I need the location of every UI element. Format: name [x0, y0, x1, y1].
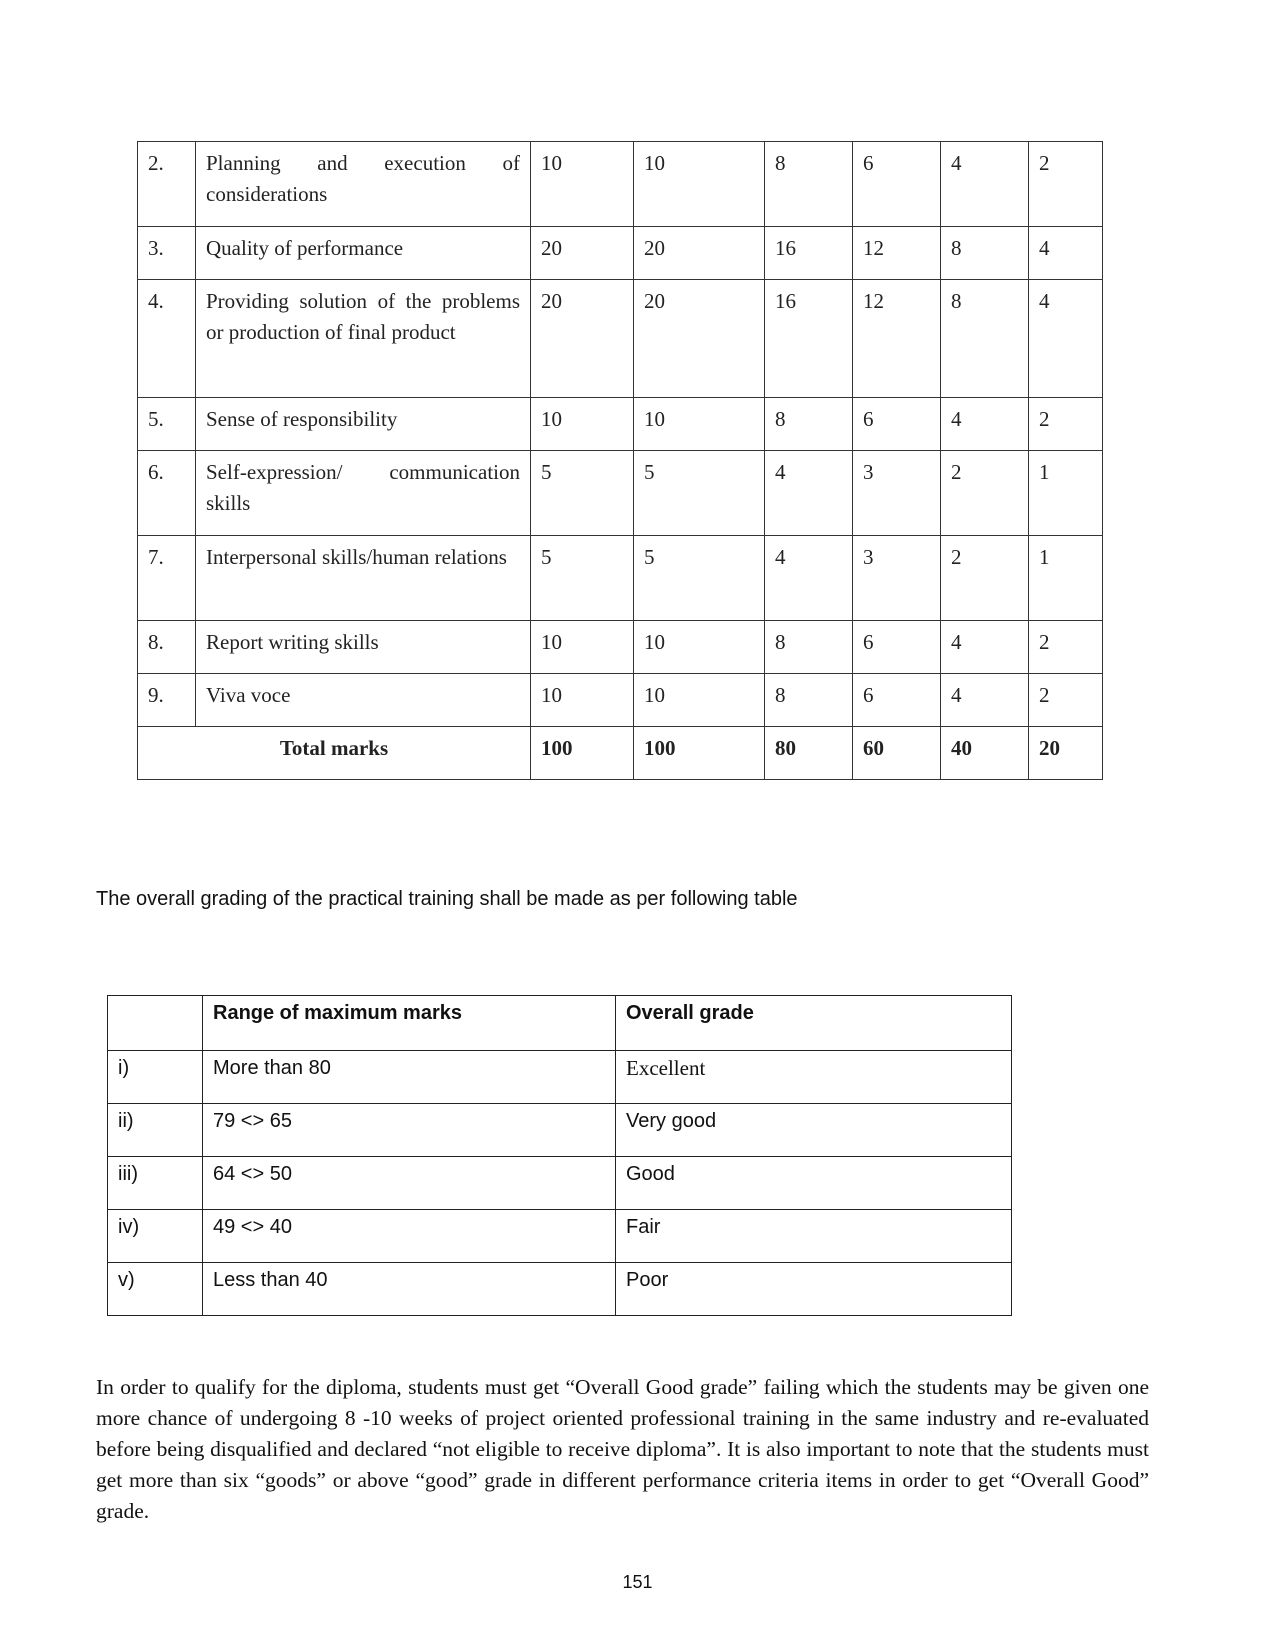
row-number: 3. — [138, 227, 196, 280]
grade-index-cell: iii) — [108, 1157, 203, 1210]
criterion-cell: Providing solution of the problems or production of final product — [196, 280, 531, 398]
total-value-cell: 100 — [531, 727, 634, 780]
marks-value-cell: 4 — [941, 142, 1029, 227]
marks-value-cell: 6 — [853, 674, 941, 727]
marks-value-cell: 10 — [634, 621, 765, 674]
marks-value-cell: 12 — [853, 227, 941, 280]
marks-value-cell: 6 — [853, 142, 941, 227]
total-value-cell: 80 — [765, 727, 853, 780]
marks-table-row — [138, 142, 1103, 227]
total-marks-label: Total marks — [138, 727, 531, 780]
row-number: 5. — [138, 398, 196, 451]
marks-value-cell: 8 — [941, 280, 1029, 398]
marks-value-cell: 2 — [941, 536, 1029, 621]
row-number: 4. — [138, 280, 196, 398]
marks-value-cell: 2 — [1029, 621, 1103, 674]
marks-value-cell: 8 — [765, 398, 853, 451]
closing-paragraph: In order to qualify for the diploma, students must get “Overall Good grade” failing which the students may be given one more chance of undergoing 8 -10 weeks of project oriented professional training in the same industry and re-evaluated before being disqualified and declared “not eligible to receive diploma”. It is also important to note that the students must get more than six “goods” or above “good” grade in different performance criteria items in order to get “Overall Good” grade. — [96, 1375, 1149, 1523]
marks-value-cell: 5 — [531, 451, 634, 536]
marks-value-cell: 2 — [1029, 674, 1103, 727]
marks-value-cell: 20 — [531, 280, 634, 398]
criterion-cell: Quality of performance — [196, 227, 531, 280]
grade-range-cell: 79 <> 65 — [203, 1104, 616, 1157]
row-number: 6. — [138, 451, 196, 536]
criterion-cell: Interpersonal skills/human relations — [196, 536, 531, 621]
marks-value-cell: 1 — [1029, 451, 1103, 536]
total-value-cell: 40 — [941, 727, 1029, 780]
grade-table-row — [108, 1104, 1012, 1157]
grade-range-cell: 49 <> 40 — [203, 1210, 616, 1263]
grade-range-header: Range of maximum marks — [203, 996, 616, 1051]
marks-table — [137, 141, 1103, 780]
marks-value-cell: 10 — [634, 142, 765, 227]
marks-value-cell: 8 — [941, 227, 1029, 280]
marks-value-cell: 8 — [765, 674, 853, 727]
row-number: 7. — [138, 536, 196, 621]
grade-index-cell: i) — [108, 1051, 203, 1104]
grade-grade-cell: Fair — [616, 1210, 1012, 1263]
marks-value-cell: 10 — [531, 398, 634, 451]
grade-range-cell: Less than 40 — [203, 1263, 616, 1316]
criterion-cell: Report writing skills — [196, 621, 531, 674]
marks-value-cell: 2 — [941, 451, 1029, 536]
marks-value-cell: 10 — [531, 674, 634, 727]
row-number: 2. — [138, 142, 196, 227]
grade-table-body — [108, 1051, 1012, 1316]
criterion-cell: Planning and execution of considerations — [196, 142, 531, 227]
marks-value-cell: 4 — [941, 398, 1029, 451]
total-marks-row — [138, 727, 1103, 780]
grade-grade-cell: Poor — [616, 1263, 1012, 1316]
criterion-cell: Self-expression/ communication skills — [196, 451, 531, 536]
marks-value-cell: 4 — [1029, 227, 1103, 280]
grade-index-header — [108, 996, 203, 1051]
marks-value-cell: 20 — [531, 227, 634, 280]
marks-value-cell: 4 — [1029, 280, 1103, 398]
grading-intro-text: The overall grading of the practical training shall be made as per following table — [96, 888, 798, 910]
marks-table-row — [138, 280, 1103, 398]
grade-table-row — [108, 1157, 1012, 1210]
marks-value-cell: 4 — [765, 536, 853, 621]
marks-value-cell: 4 — [765, 451, 853, 536]
marks-value-cell: 2 — [1029, 398, 1103, 451]
marks-table-row — [138, 674, 1103, 727]
grade-grade-cell: Good — [616, 1157, 1012, 1210]
grade-range-cell: More than 80 — [203, 1051, 616, 1104]
marks-value-cell: 3 — [853, 536, 941, 621]
marks-value-cell: 6 — [853, 621, 941, 674]
marks-value-cell: 3 — [853, 451, 941, 536]
total-value-cell: 60 — [853, 727, 941, 780]
grade-index-cell: ii) — [108, 1104, 203, 1157]
row-number: 9. — [138, 674, 196, 727]
marks-value-cell: 8 — [765, 621, 853, 674]
grade-table-row — [108, 1051, 1012, 1104]
row-number: 8. — [138, 621, 196, 674]
total-value-cell: 100 — [634, 727, 765, 780]
marks-value-cell: 16 — [765, 280, 853, 398]
page-number: 151 — [622, 1572, 653, 1592]
grade-table-row — [108, 1263, 1012, 1316]
marks-value-cell: 4 — [941, 674, 1029, 727]
criterion-cell: Viva voce — [196, 674, 531, 727]
marks-value-cell: 10 — [634, 674, 765, 727]
grade-range-cell: 64 <> 50 — [203, 1157, 616, 1210]
criterion-cell: Sense of responsibility — [196, 398, 531, 451]
marks-value-cell: 10 — [531, 621, 634, 674]
marks-table-row — [138, 398, 1103, 451]
marks-value-cell: 10 — [531, 142, 634, 227]
grade-grade-cell: Excellent — [616, 1051, 1012, 1104]
grade-table-row — [108, 1210, 1012, 1263]
marks-value-cell: 10 — [634, 398, 765, 451]
marks-value-cell: 5 — [634, 536, 765, 621]
grade-table-header-row — [108, 996, 1012, 1051]
marks-value-cell: 6 — [853, 398, 941, 451]
grade-index-cell: iv) — [108, 1210, 203, 1263]
marks-value-cell: 8 — [765, 142, 853, 227]
marks-value-cell: 16 — [765, 227, 853, 280]
grade-table — [107, 995, 1012, 1316]
grade-index-cell: v) — [108, 1263, 203, 1316]
marks-value-cell: 4 — [941, 621, 1029, 674]
marks-value-cell: 2 — [1029, 142, 1103, 227]
grade-grade-header: Overall grade — [616, 996, 1012, 1051]
total-value-cell: 20 — [1029, 727, 1103, 780]
marks-value-cell: 20 — [634, 227, 765, 280]
marks-table-row — [138, 451, 1103, 536]
marks-value-cell: 12 — [853, 280, 941, 398]
grade-grade-cell: Very good — [616, 1104, 1012, 1157]
marks-table-row — [138, 536, 1103, 621]
marks-value-cell: 1 — [1029, 536, 1103, 621]
marks-table-row — [138, 227, 1103, 280]
marks-value-cell: 20 — [634, 280, 765, 398]
marks-value-cell: 5 — [634, 451, 765, 536]
marks-table-row — [138, 621, 1103, 674]
marks-value-cell: 5 — [531, 536, 634, 621]
marks-table-body — [138, 142, 1103, 780]
